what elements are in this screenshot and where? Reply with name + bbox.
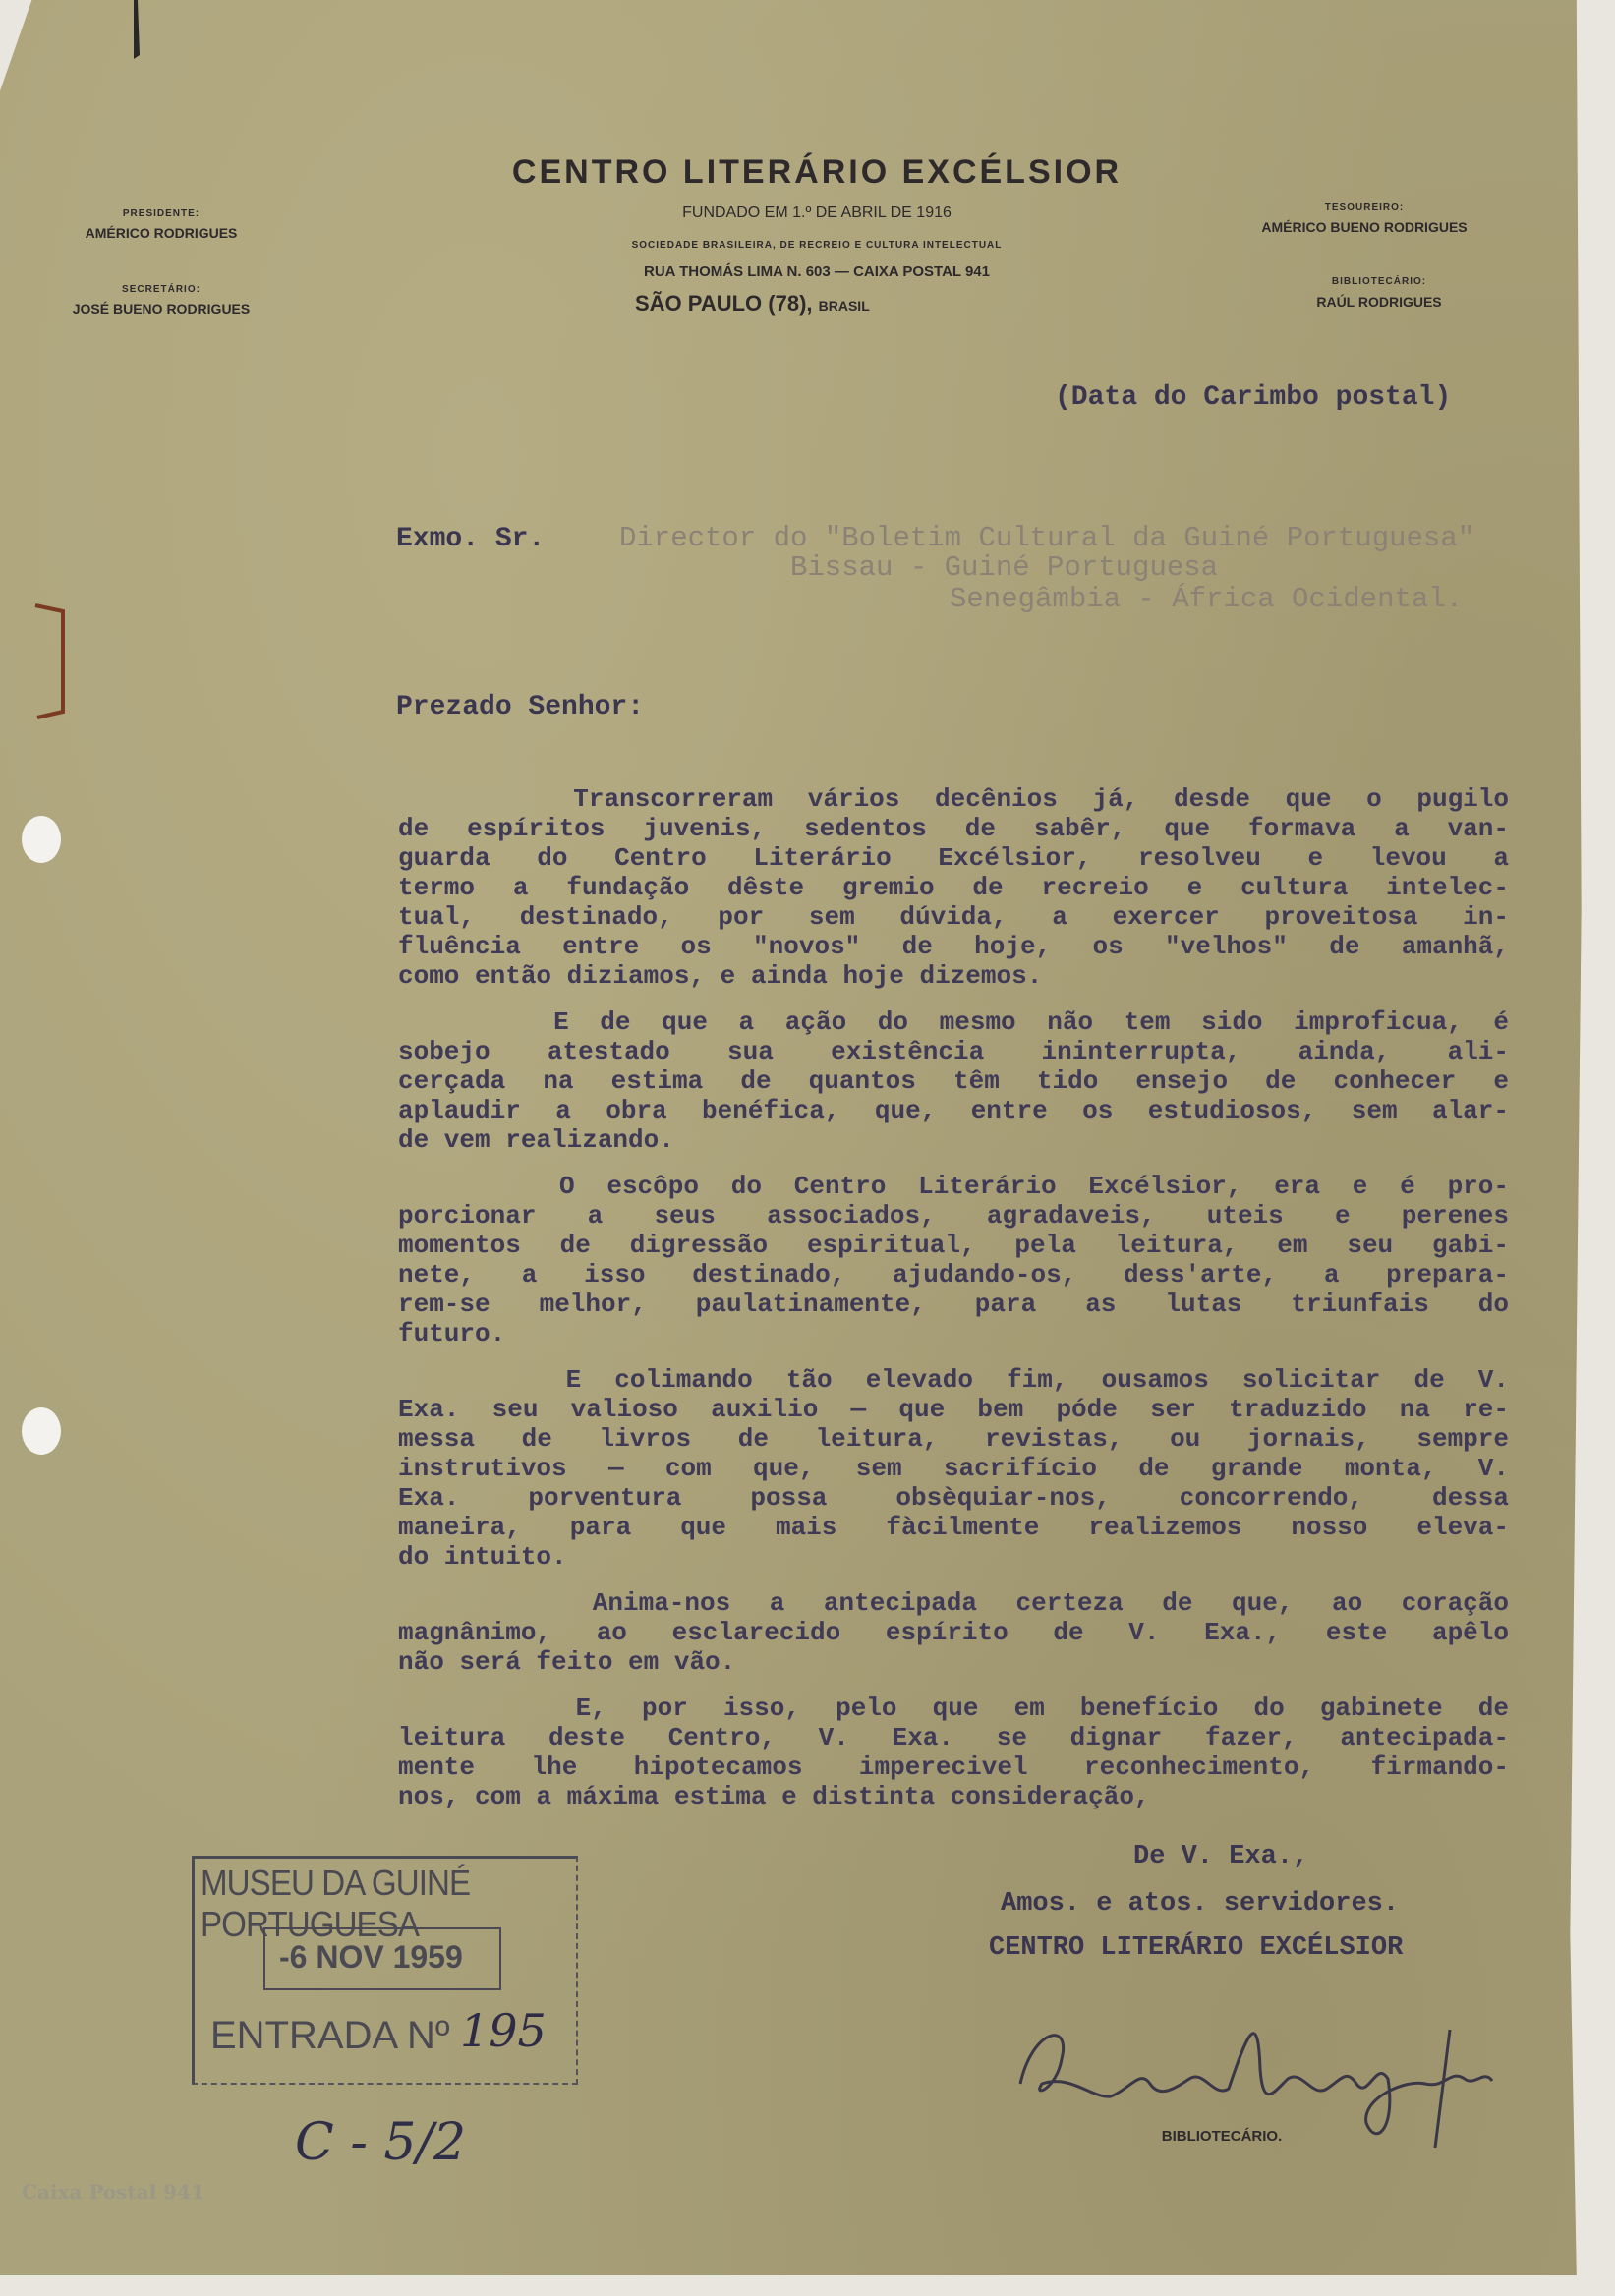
body-line: leitura deste Centro, V. Exa. se dignar fazer, antecipada- [398, 1723, 1509, 1752]
body-line: E colimando tão elevado fim, ousamos solicitar de V. [398, 1365, 1509, 1395]
body-paragraph [398, 1172, 1509, 1349]
addressee-line-3: Senegâmbia - África Ocidental. [950, 583, 1464, 615]
stamp-date-box [263, 1927, 501, 1990]
body-line: futuro. [398, 1319, 506, 1349]
body-paragraph [398, 784, 1509, 991]
staple-mark-icon [29, 602, 73, 724]
body-line: de espíritos juvenis, sedentos de sabêr, que formava a van- [398, 814, 1509, 843]
librarian-title: BIBLIOTECÁRIO: [1331, 276, 1427, 287]
closing-organization: CENTRO LITERÁRIO EXCÉLSIOR [989, 1933, 1404, 1963]
addressee-label: Exmo. Sr. [396, 524, 546, 554]
paper-clip-mark [116, 0, 155, 79]
body-line: Exa. porventura possa obsèquiar-nos, concorrendo, dessa [398, 1483, 1509, 1513]
body-line: não será feito em vão. [398, 1647, 736, 1677]
letterhead-address: RUA THOMÁS LIMA N. 603 — CAIXA POSTAL 941 [644, 263, 990, 280]
body-line: como então diziamos, e ainda hoje dizemos. [398, 961, 1043, 991]
body-line: instrutivos — com que, sem sacrifício de grande monta, V. [398, 1454, 1509, 1483]
body-line: mente lhe hipotecamos imperecivel reconhecimento, firmando- [398, 1752, 1509, 1782]
body-line: porcionar a seus associados, agradaveis, uteis e perenes [398, 1201, 1509, 1231]
archive-mark: C - 5/2 [295, 2113, 467, 2172]
body-line: nete, a isso destinado, ajudando-os, dess'arte, a prepara- [398, 1260, 1509, 1290]
footer-stamp: Caixa Postal 941 [22, 2180, 204, 2204]
city-name: SÃO PAULO (78), [635, 291, 813, 316]
stamp-entry-number: 195 [460, 2004, 547, 2057]
closing-line-2: Amos. e atos. servidores. [1001, 1889, 1400, 1919]
librarian-name: RAÚL RODRIGUES [1316, 294, 1442, 310]
body-line: maneira, para que mais fàcilmente realizemos nosso eleva- [398, 1513, 1509, 1542]
body-line: rem-se melhor, paulatinamente, para as lutas triunfais do [398, 1290, 1509, 1319]
punch-hole-top [22, 816, 61, 863]
signature-title: BIBLIOTECÁRIO. [1161, 2128, 1283, 2145]
treasurer-name: AMÉRICO BUENO RODRIGUES [1261, 219, 1468, 235]
body-line: momentos de digressão espiritual, pela leitura, em seu gabi- [398, 1231, 1509, 1260]
body-paragraph [398, 1588, 1509, 1677]
letterhead-city [635, 291, 870, 316]
body-line: tual, destinado, por sem dúvida, a exercer proveitosa in- [398, 902, 1509, 932]
stamp-date: -6 NOV 1959 [279, 1939, 463, 1975]
president-name: AMÉRICO RODRIGUES [85, 225, 238, 241]
body-line: Exa. seu valioso auxilio — que bem póde ser traduzido na re- [398, 1395, 1509, 1424]
letterhead-society: SOCIEDADE BRASILEIRA, DE RECREIO E CULTURA INTELECTUAL [631, 240, 1003, 251]
body-line: Transcorreram vários decênios já, desde que o pugilo [398, 784, 1509, 814]
secretary-name: JOSÉ BUENO RODRIGUES [72, 301, 251, 316]
stamp-entry-label: ENTRADA Nº [210, 2014, 450, 2057]
stamp-museum-name: MUSEU DA GUINÉ PORTUGUESA [201, 1863, 471, 1944]
body-line: E de que a ação do mesmo não tem sido improficua, é [398, 1007, 1509, 1037]
body-line: fluência entre os "novos" de hoje, os "velhos" de amanhã, [398, 932, 1509, 961]
body-line: nos, com a máxima estima e distinta consideração, [398, 1782, 1150, 1811]
body-line: cerçada na estima de quantos têm tido ensejo de conhecer e [398, 1066, 1509, 1096]
body-line: de vem realizando. [398, 1125, 674, 1155]
punch-hole-bottom [22, 1407, 61, 1455]
museum-entry-stamp [192, 1856, 578, 2085]
letterhead-founded: FUNDADO EM 1.º DE ABRIL DE 1916 [682, 204, 952, 221]
body-paragraph [398, 1007, 1509, 1155]
body-line: Anima-nos a antecipada certeza de que, ao coração [398, 1588, 1509, 1618]
body-line: do intuito. [398, 1542, 567, 1572]
body-line: sobejo atestado sua existência ininterrupta, ainda, ali- [398, 1037, 1509, 1066]
addressee-line-1: Director do "Boletim Cultural da Guiné Portuguesa" [619, 522, 1475, 554]
treasurer-title: TESOUREIRO: [1324, 202, 1405, 213]
country-name: BRASIL [818, 298, 870, 314]
body-paragraph [398, 1693, 1509, 1811]
salutation: Prezado Senhor: [396, 692, 645, 722]
date-note: (Data do Carimbo postal) [1055, 382, 1452, 413]
body-line: messa de livros de leitura, revistas, ou jornais, sempre [398, 1424, 1509, 1454]
letterhead-title: CENTRO LITERÁRIO EXCÉLSIOR [511, 153, 1123, 191]
body-line: magnânimo, ao esclarecido espírito de V. Exa., este apêlo [398, 1618, 1509, 1647]
body-line: O escôpo do Centro Literário Excélsior, era e é pro- [398, 1172, 1509, 1201]
body-paragraph [398, 1365, 1509, 1572]
body-line: guarda do Centro Literário Excélsior, resolveu e levou a [398, 843, 1509, 873]
president-title: PRESIDENTE: [122, 208, 201, 219]
letter-body [398, 784, 1509, 1828]
secretary-title: SECRETÁRIO: [122, 284, 201, 295]
body-line: termo a fundação dêste gremio de recreio e cultura intelec- [398, 873, 1509, 902]
body-line: E, por isso, pelo que em benefício do gabinete de [398, 1693, 1509, 1723]
closing-line-1: De V. Exa., [1133, 1842, 1309, 1871]
body-line: aplaudir a obra benéfica, que, entre os estudiosos, sem alar- [398, 1096, 1509, 1125]
addressee-line-2: Bissau - Guiné Portuguesa [790, 551, 1219, 584]
